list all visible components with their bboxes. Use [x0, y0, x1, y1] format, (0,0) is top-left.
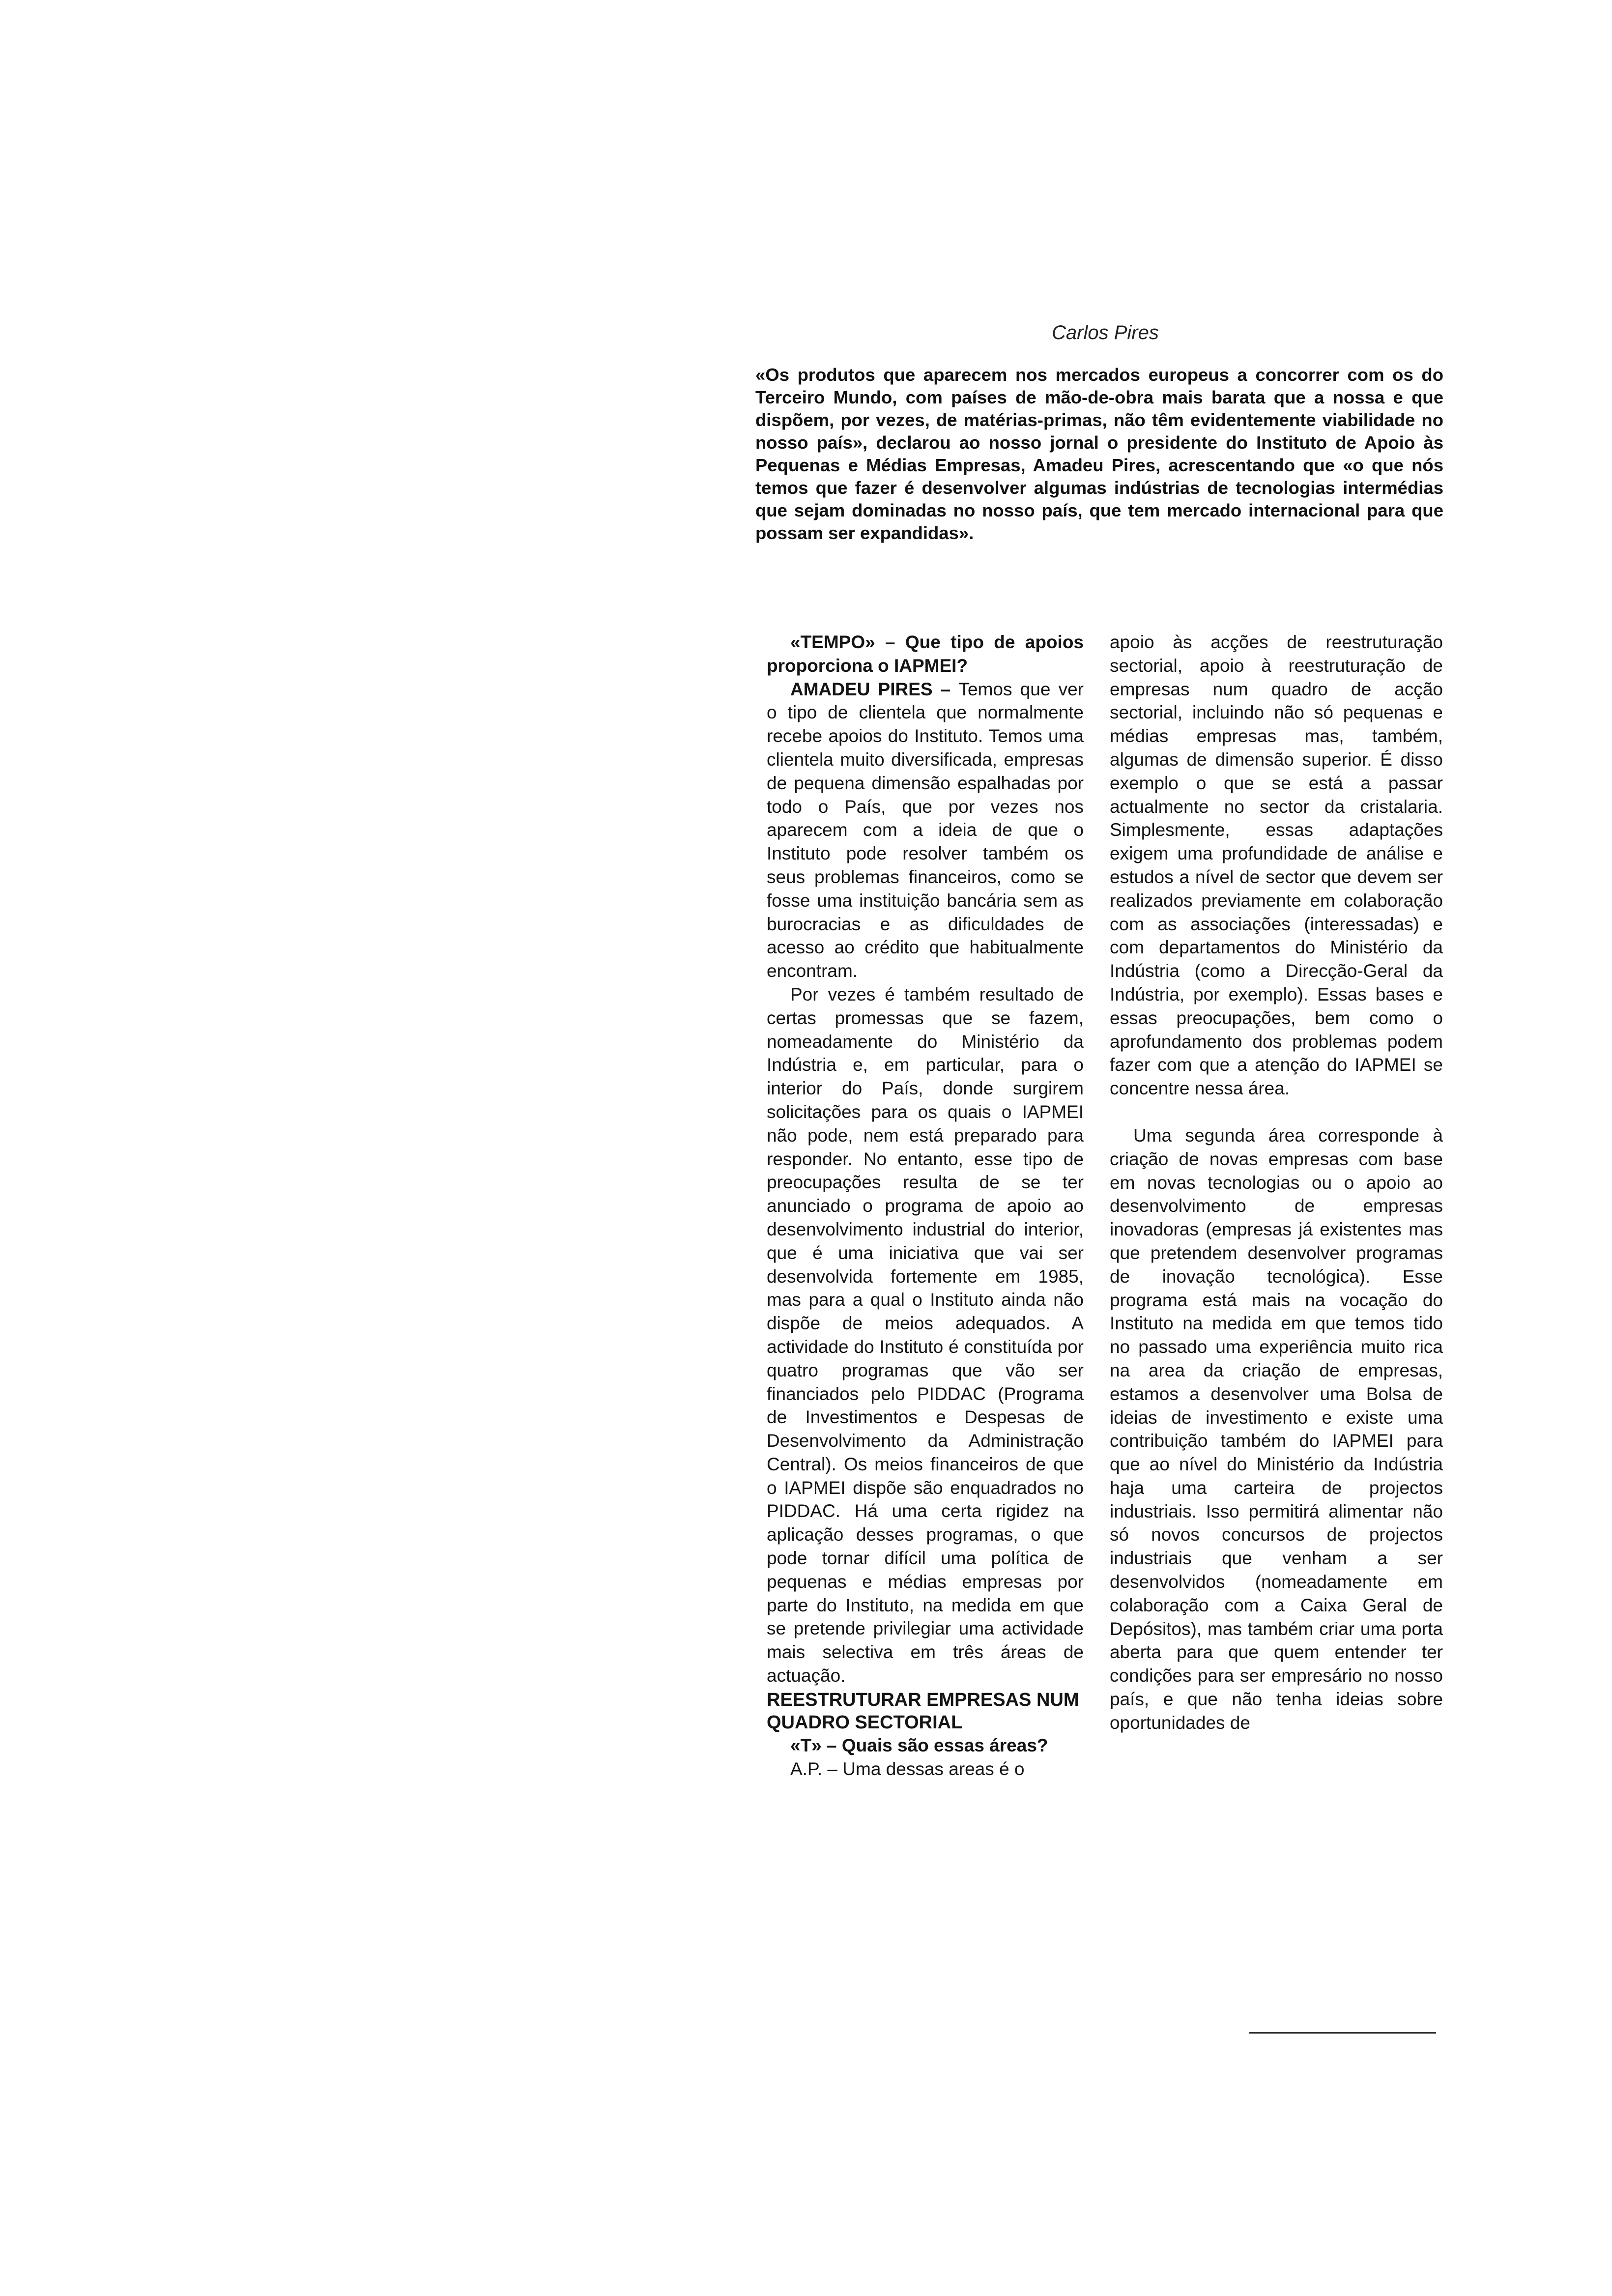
answer-2-text: Uma dessas areas é o [842, 1758, 1025, 1779]
question-2: «T» – Quais são essas áreas? [790, 1735, 1048, 1755]
paragraph-second-area: Uma segunda área corresponde à criação de novas empresas com base em novas tecnologias ou o apoio ao desenvolvimento de empresas inovadoras (empresas já existentes mas que pretendem desenvolver programas de inovação tecnológica). Esse programa está mais na vocação do Instituto na medida em que temos tido no passado uma experiência muito rica na area da criação de empresas, estamos a desenvolver uma Bolsa de ideias de investimento e existe uma contribuição também do IAPMEI para que ao nível do Ministério da Indústria haja uma carteira de projectos industriais. Isso permitirá alimentar não só novos concursos de projectos industriais que venham a ser desenvolvidos (nomeadamente em colaboração com a Caixa Geral de Depósitos), mas também criar uma porta aberta para que quem entender ter condições para ser empresário no nosso país, e que não tenha ideias sobre oportunidades de [1110, 1125, 1443, 1733]
paragraph-2: Por vezes é também resultado de certas promessas que se fazem, nomeadamente do Ministério da Indústria e, em particular, para o interior do País, donde surgirem solicitações para os quais o IAPMEI não pode, nem está preparado para responder. No entanto, esse tipo de preocupações resulta de se ter anunciado o programa de apoio ao desenvolvimento industrial do interior, que é uma iniciativa que vai ser desenvolvida fortemente em 1985, mas para a qual o Instituto ainda não dispõe de meios adequados. A actividade do Instituto é constituída por quatro programas que vão ser financiados pelo PIDDAC (Programa de Investimentos e Despesas de Desenvolvimento da Administração Central). Os meios financeiros de que o IAPMEI dispõe são enquadrados no PIDDAC. Há uma certa rigidez na aplicação desses programas, o que pode tornar difícil uma política de pequenas e médias empresas por parte do Instituto, na medida em que se pretende privilegiar uma actividade mais selectiva em três áreas de actuação. [767, 984, 1084, 1686]
answer-2 [767, 1757, 1084, 1781]
lead-paragraph: «Os produtos que aparecem nos mercados europeus a concorrer com os do Terceiro Mundo, com países de mão-de-obra mais barata que a nossa e que dispõem, por vezes, de matérias-primas, não têm evidentemente viabilidade no nosso país», declarou ao nosso jornal o presidente do Instituto de Apoio às Pequenas e Médias Empresas, Amadeu Pires, acrescentando que «o que nós temos que fazer é desenvolver algumas indústrias de tecnologias intermédias que sejam dominadas no nosso país, que tem mercado internacional para que possam ser expandidas». [755, 365, 1443, 543]
answer-1-speaker: AMADEU PIRES – [790, 679, 959, 699]
answer-1 [767, 678, 1084, 983]
article-column-right [1110, 631, 1443, 1735]
paragraph-continued: apoio às acções de reestruturação sectorial, apoio à reestruturação de empresas num quadro de acção sectorial, incluindo não só pequenas e médias empresas mas, também, algumas de dimensão superior. É disso exemplo o que se está a passar actualmente no sector da cristalaria. Simplesmente, essas adaptações exigem uma profundidade de análise e estudos a nível de sector que devem ser realizados previamente em colaboração com as associações (interessadas) e com departamentos do Ministério da Indústria (como a Direcção-Geral da Indústria, por exemplo). Essas bases e essas preocupações, bem como o aprofundamento dos problemas podem fazer com que a atenção do IAPMEI se concentre nessa área. [1110, 632, 1443, 1099]
paragraph-spacer [1110, 1100, 1443, 1124]
article-column-left [767, 631, 1084, 1780]
column-end-rule [1249, 2032, 1436, 2034]
section-heading: REESTRUTURAR EMPRESAS NUM QUADRO SECTORIAL [767, 1689, 1079, 1733]
answer-2-speaker: A.P. – [790, 1758, 843, 1779]
answer-1-text: Temos que ver o tipo de clientela que normalmente recebe apoios do Instituto. Temos uma clientela muito diversificada, empresas de pequena dimensão espalhadas por todo o País, que por vezes nos aparecem com a ideia de que o Instituto pode resolver também os seus problemas financeiros, como se fosse uma instituição bancária sem as burocracias e as dificuldades de acesso ao crédito que habitualmente encontram. [767, 679, 1084, 981]
question-1: «TEMPO» – Que tipo de apoios proporciona o IAPMEI? [767, 632, 1084, 676]
author-byline: Carlos Pires [1052, 322, 1159, 344]
